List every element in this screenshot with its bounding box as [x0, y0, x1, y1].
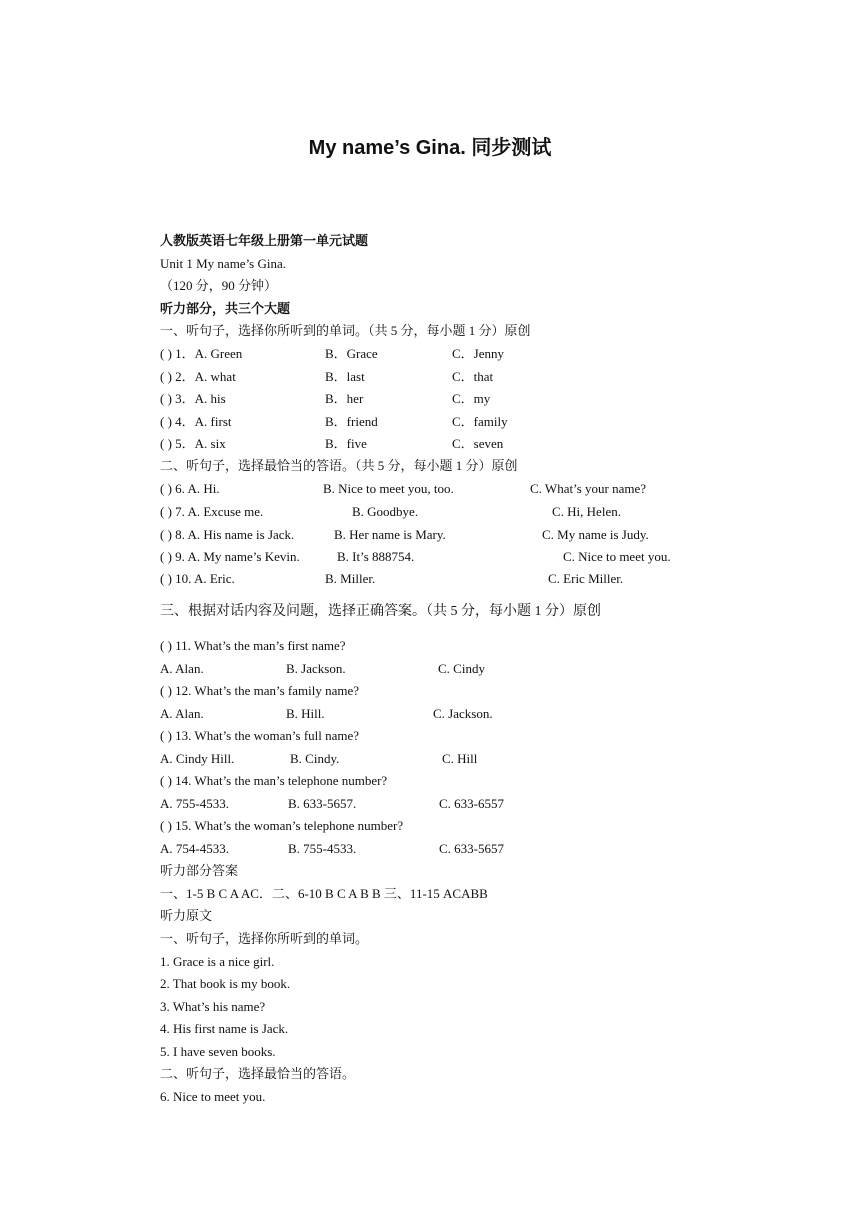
- question-stem: ( ) 12. What’s the man’s family name?: [160, 683, 360, 698]
- question-option-b: B. Hill.: [286, 706, 325, 721]
- question-option-c: C. Eric Miller.: [548, 571, 624, 586]
- answers-heading: 听力部分答案: [160, 863, 239, 878]
- question-stem: ( ) 13. What’s the woman’s full name?: [160, 728, 360, 743]
- transcript-line: 1. Grace is a nice girl.: [160, 954, 275, 969]
- question-option-c: C. Hi, Helen.: [552, 504, 621, 519]
- question-option-c: C．Jenny: [452, 346, 505, 361]
- question-option-c: C. Hill: [442, 751, 478, 766]
- question-option-c: C. 633-6557: [439, 796, 504, 811]
- question-option-a: A. Alan.: [160, 706, 204, 721]
- section1-heading: 一、听句子，选择你所听到的单词。（共 5 分，每小题 1 分）原创: [160, 323, 531, 338]
- question-stem: ( ) 14. What’s the man’s telephone number?: [160, 773, 388, 788]
- question-option-c: C．seven: [452, 436, 504, 451]
- question-option-b: B. 633-5657.: [288, 796, 357, 811]
- question-option-a: ( ) 9. A. My name’s Kevin.: [160, 549, 300, 564]
- question-option-b: B．friend: [325, 414, 378, 429]
- question-option-b: B．her: [325, 391, 364, 406]
- question-option-a: A. 754-4533.: [160, 841, 229, 856]
- question-option-b: B. 755-4533.: [288, 841, 357, 856]
- question-option-a: ( ) 7. A. Excuse me.: [160, 504, 264, 519]
- question-option-c: C. 633-5657: [439, 841, 504, 856]
- question-option-a: ( ) 2．A. what: [160, 369, 236, 384]
- section3-heading: 三、根据对话内容及问题，选择正确答案。（共 5 分，每小题 1 分）原创: [160, 604, 601, 619]
- transcript-heading: 听力原文: [160, 908, 213, 923]
- question-option-b: B. Cindy.: [290, 751, 340, 766]
- transcript-line: 5. I have seven books.: [160, 1044, 276, 1059]
- question-option-b: B．five: [325, 436, 367, 451]
- question-option-c: C．my: [452, 391, 491, 406]
- section2-heading: 二、听句子，选择最恰当的答语。（共 5 分，每小题 1 分）原创: [160, 458, 518, 473]
- question-option-b: B．Grace: [325, 346, 378, 361]
- question-option-a: ( ) 5．A. six: [160, 436, 226, 451]
- question-option-c: C．that: [452, 369, 494, 384]
- transcript-section1: 一、听句子，选择你所听到的单词。: [160, 931, 369, 946]
- question-option-b: B．last: [325, 369, 365, 384]
- transcript-line: 4. His first name is Jack.: [160, 1021, 289, 1036]
- question-option-b: B. Nice to meet you, too.: [323, 481, 454, 496]
- question-option-c: C. Nice to meet you.: [563, 549, 671, 564]
- transcript-section2: 二、听句子，选择最恰当的答语。: [160, 1066, 356, 1081]
- question-option-b: B. Jackson.: [286, 661, 346, 676]
- question-option-a: ( ) 3．A. his: [160, 391, 226, 406]
- question-option-b: B. Miller.: [325, 571, 376, 586]
- question-option-c: C. Cindy: [438, 661, 485, 676]
- transcript-line: 3. What’s his name?: [160, 999, 266, 1014]
- question-stem: ( ) 15. What’s the woman’s telephone number?: [160, 818, 404, 833]
- question-option-c: C. My name is Judy.: [542, 527, 649, 542]
- answers-text: 一、1-5 B C A AC．二、6-10 B C A B B 三、11-15 ACABB: [160, 886, 488, 901]
- listening-heading: 听力部分，共三个大题: [160, 301, 291, 316]
- question-option-c: C．family: [452, 414, 508, 429]
- question-option-b: B. Goodbye.: [352, 504, 419, 519]
- question-option-c: C. What’s your name?: [530, 481, 647, 496]
- exam-heading: 人教版英语七年级上册第一单元试题: [160, 233, 369, 248]
- page-title: My name’s Gina. 同步测试: [308, 137, 552, 159]
- question-option-a: ( ) 1．A. Green: [160, 346, 243, 361]
- question-option-a: ( ) 8. A. His name is Jack.: [160, 527, 295, 542]
- transcript-line: 2. That book is my book.: [160, 976, 291, 991]
- question-option-a: ( ) 10. A. Eric.: [160, 571, 235, 586]
- question-option-a: A. Alan.: [160, 661, 204, 676]
- question-option-b: B. Her name is Mary.: [334, 527, 446, 542]
- question-option-a: ( ) 6. A. Hi.: [160, 481, 220, 496]
- transcript-line: 6. Nice to meet you.: [160, 1089, 266, 1104]
- question-option-c: C. Jackson.: [433, 706, 493, 721]
- question-option-a: A. 755-4533.: [160, 796, 229, 811]
- question-option-a: A. Cindy Hill.: [160, 751, 235, 766]
- unit-title: Unit 1 My name’s Gina.: [160, 256, 287, 271]
- score-time: （120 分，90 分钟）: [160, 278, 278, 293]
- question-option-b: B. It’s 888754.: [337, 549, 415, 564]
- question-stem: ( ) 11. What’s the man’s first name?: [160, 638, 346, 653]
- question-option-a: ( ) 4．A. first: [160, 414, 232, 429]
